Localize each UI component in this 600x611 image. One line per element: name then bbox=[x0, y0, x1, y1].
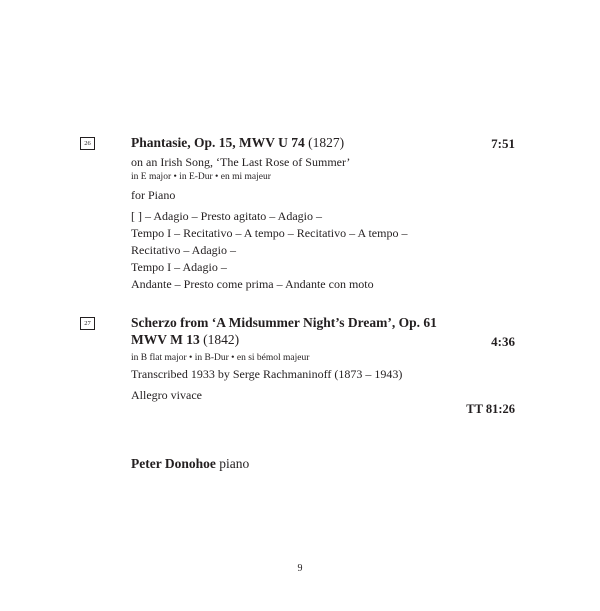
track-title bbox=[131, 135, 344, 151]
track-instrument: for Piano bbox=[131, 188, 176, 202]
track-year: (1842) bbox=[203, 332, 240, 347]
performer-credit bbox=[131, 456, 249, 472]
track-27 bbox=[80, 310, 520, 410]
track-number: 27 bbox=[80, 317, 95, 330]
movement-line: [ ] – Adagio – Presto agitato – Adagio – bbox=[131, 209, 322, 223]
track-transcription: Transcribed 1933 by Serge Rachmaninoff (1873 – 1943) bbox=[131, 367, 403, 381]
track-number: 26 bbox=[80, 137, 95, 150]
track-subtitle: on an Irish Song, ‘The Last Rose of Summer’ bbox=[131, 155, 351, 169]
movement-line: Tempo I – Adagio – bbox=[131, 260, 227, 274]
movement-line: Recitativo – Adagio – bbox=[131, 243, 236, 257]
track-year: (1827) bbox=[308, 135, 345, 150]
track-title-line-1: Scherzo from ‘A Midsummer Night’s Dream’, Op. 61 bbox=[131, 315, 437, 330]
track-duration: 7:51 bbox=[491, 136, 515, 151]
track-keys: in E major • in E-Dur • en mi majeur bbox=[131, 172, 271, 182]
track-catalogue: MWV M 13 bbox=[131, 332, 200, 347]
movement-line: Tempo I – Recitativo – A tempo – Recitativo – A tempo – bbox=[131, 226, 408, 240]
page-number: 9 bbox=[297, 563, 303, 574]
total-time: TT 81:26 bbox=[466, 402, 515, 416]
track-duration: 4:36 bbox=[491, 334, 515, 349]
track-26 bbox=[80, 130, 520, 300]
track-title-line-2 bbox=[131, 332, 239, 348]
performer-instrument: piano bbox=[219, 456, 250, 471]
track-title-text: Phantasie, Op. 15, MWV U 74 bbox=[131, 135, 305, 150]
track-tempo: Allegro vivace bbox=[131, 388, 202, 402]
movement-line: Andante – Presto come prima – Andante con moto bbox=[131, 277, 374, 291]
track-keys: in B flat major • in B-Dur • en si bémol majeur bbox=[131, 353, 310, 363]
performer-name: Peter Donohoe bbox=[131, 456, 216, 471]
